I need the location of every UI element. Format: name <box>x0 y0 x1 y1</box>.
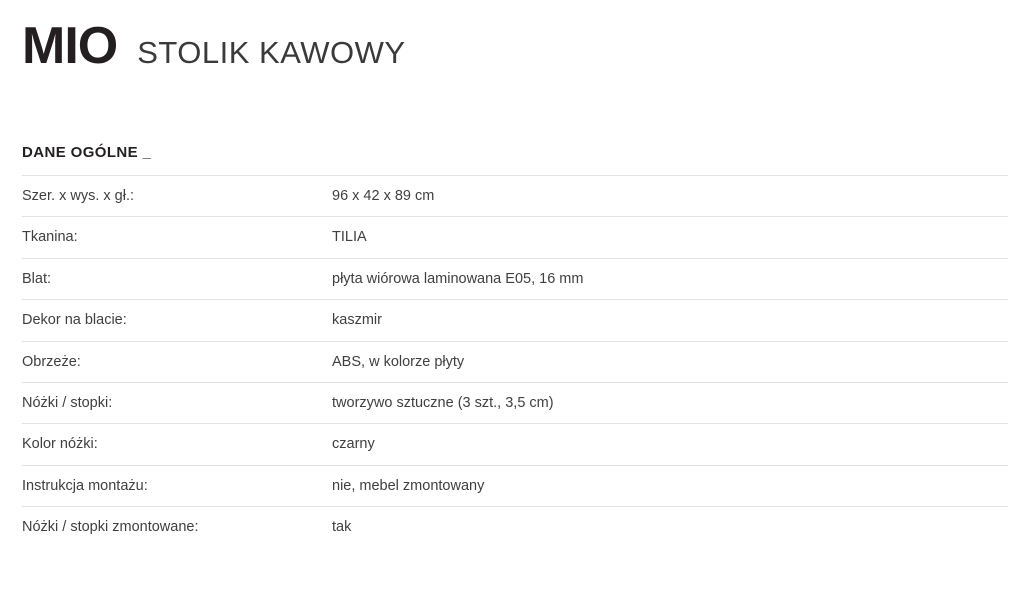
spec-label: Dekor na blacie: <box>22 312 127 329</box>
spec-label: Nóżki / stopki zmontowane: <box>22 519 199 536</box>
spec-label: Instrukcja montażu: <box>22 477 148 494</box>
spec-value: tak <box>332 519 352 536</box>
spec-value: 96 x 42 x 89 cm <box>332 188 435 204</box>
spec-value: kaszmir <box>332 312 382 329</box>
spec-value: płyta wiórowa laminowana E05, 16 mm <box>332 270 584 287</box>
spec-value: ABS, w kolorze płyty <box>332 353 465 370</box>
specification-table-body <box>22 176 1008 548</box>
general-data-section <box>0 144 1024 548</box>
product-type-label: STOLIK KAWOWY <box>137 35 406 70</box>
spec-label: Nóżki / stopki: <box>22 394 113 411</box>
table-row <box>22 176 1008 217</box>
page-header <box>0 0 1024 75</box>
spec-label: Blat: <box>22 270 52 287</box>
spec-label: Tkanina: <box>22 229 78 246</box>
spec-label: Kolor nóżki: <box>22 436 98 453</box>
table-row <box>22 258 1008 299</box>
table-row <box>22 341 1008 382</box>
table-row <box>22 217 1008 258</box>
table-row <box>22 424 1008 465</box>
table-row <box>22 507 1008 548</box>
specification-table <box>22 175 1008 548</box>
table-row <box>22 300 1008 341</box>
section-title: DANE OGÓLNE _ <box>22 144 152 161</box>
brand-name: MIO <box>22 17 118 75</box>
spec-value: TILIA <box>332 229 367 246</box>
spec-label: Obrzeże: <box>22 353 81 370</box>
spec-label: Szer. x wys. x gł.: <box>22 188 134 204</box>
spec-value: czarny <box>332 436 375 453</box>
spec-value: nie, mebel zmontowany <box>332 477 485 494</box>
table-row <box>22 382 1008 423</box>
spec-value: tworzywo sztuczne (3 szt., 3,5 cm) <box>332 394 554 411</box>
table-row <box>22 465 1008 506</box>
